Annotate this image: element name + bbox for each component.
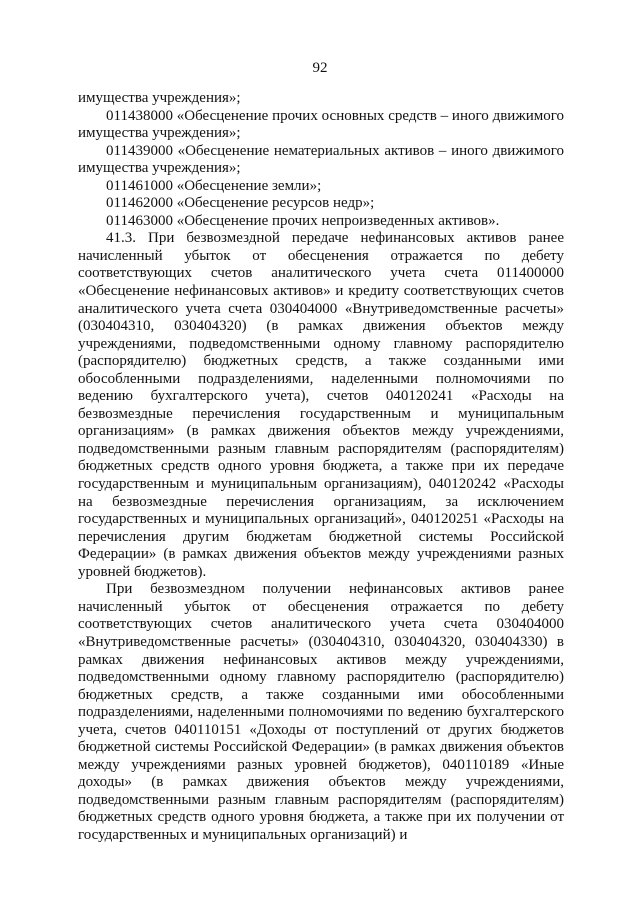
paragraph: 011462000 «Обесценение ресурсов недр»; (106, 195, 375, 212)
document-body (78, 90, 564, 845)
paragraph: При безвозмездном получении нефинансовых активов ранее начисленный убыток от обесценения отражается по дебету соответствующих счетов аналитического учета счета 030404000 «Внутриведомственные расчеты» (030404310, 030404320, 030404330) в рамках движения нефинансовых активов между учреждениями, подведомственными одному главному распорядителю (распорядителю) бюджетных средств, а также созданными ими обособленными подразделениями, наделенными полномочиями по ведению бухгалтерского учета, счетов 040110151 «Доходы от поступлений от других бюджетов бюджетной системы Российской Федерации» (в рамках движения объектов между учреждениями разных уровней бюджетов), 040110189 «Иные доходы» (в рамках движения объектов между учреждениями, подведомственными разным главным распорядителям (распорядителям) бюджетных средств одного уровня бюджета, а также при их получении от государственных и муниципальных организаций) и (78, 581, 564, 843)
paragraph: 011463000 «Обесценение прочих непроизведенных активов». (106, 212, 500, 229)
paragraph: 011438000 «Обесценение прочих основных средств – иного движимого имущества учреждения»; (78, 107, 564, 142)
paragraph: 41.3. При безвозмездной передаче нефинансовых активов ранее начисленный убыток от обесценения отражается по дебету соответствующих счетов аналитического учета счета 011400000 «Обесценение нефинансовых активов» и кредиту соответствующих счетов аналитического учета счета 030404000 «Внутриведомственные расчеты» (030404310, 030404320) (в рамках движения объектов между учреждениями, подведомственными одному главному распорядителю (распорядителю) бюджетных средств, а также созданными ими обособленными подразделениями, наделенными полномочиями по ведению бухгалтерского учета), счетов 040120241 «Расходы на безвозмездные перечисления государственным и муниципальным организациям» (в рамках движения объектов между учреждениями, подведомственными разным главным распорядителям (распорядителям) бюджетных средств одного уровня бюджета, а также при их передаче государственным и муниципальным организациям), 040120242 «Расходы на безвозмездные перечисления организациям, за исключением государственных и муниципальных организаций», 040120251 «Расходы на перечисления другим бюджетам бюджетной системы Российской Федерации» (в рамках движения объектов между учреждениями разных уровней бюджетов). (78, 230, 564, 580)
paragraph: имущества учреждения»; (78, 90, 241, 106)
page-number: 92 (312, 60, 328, 76)
paragraph: 011461000 «Обесценение земли»; (106, 177, 322, 194)
paragraph: 011439000 «Обесценение нематериальных активов – иного движимого имущества учреждения»; (78, 142, 564, 177)
